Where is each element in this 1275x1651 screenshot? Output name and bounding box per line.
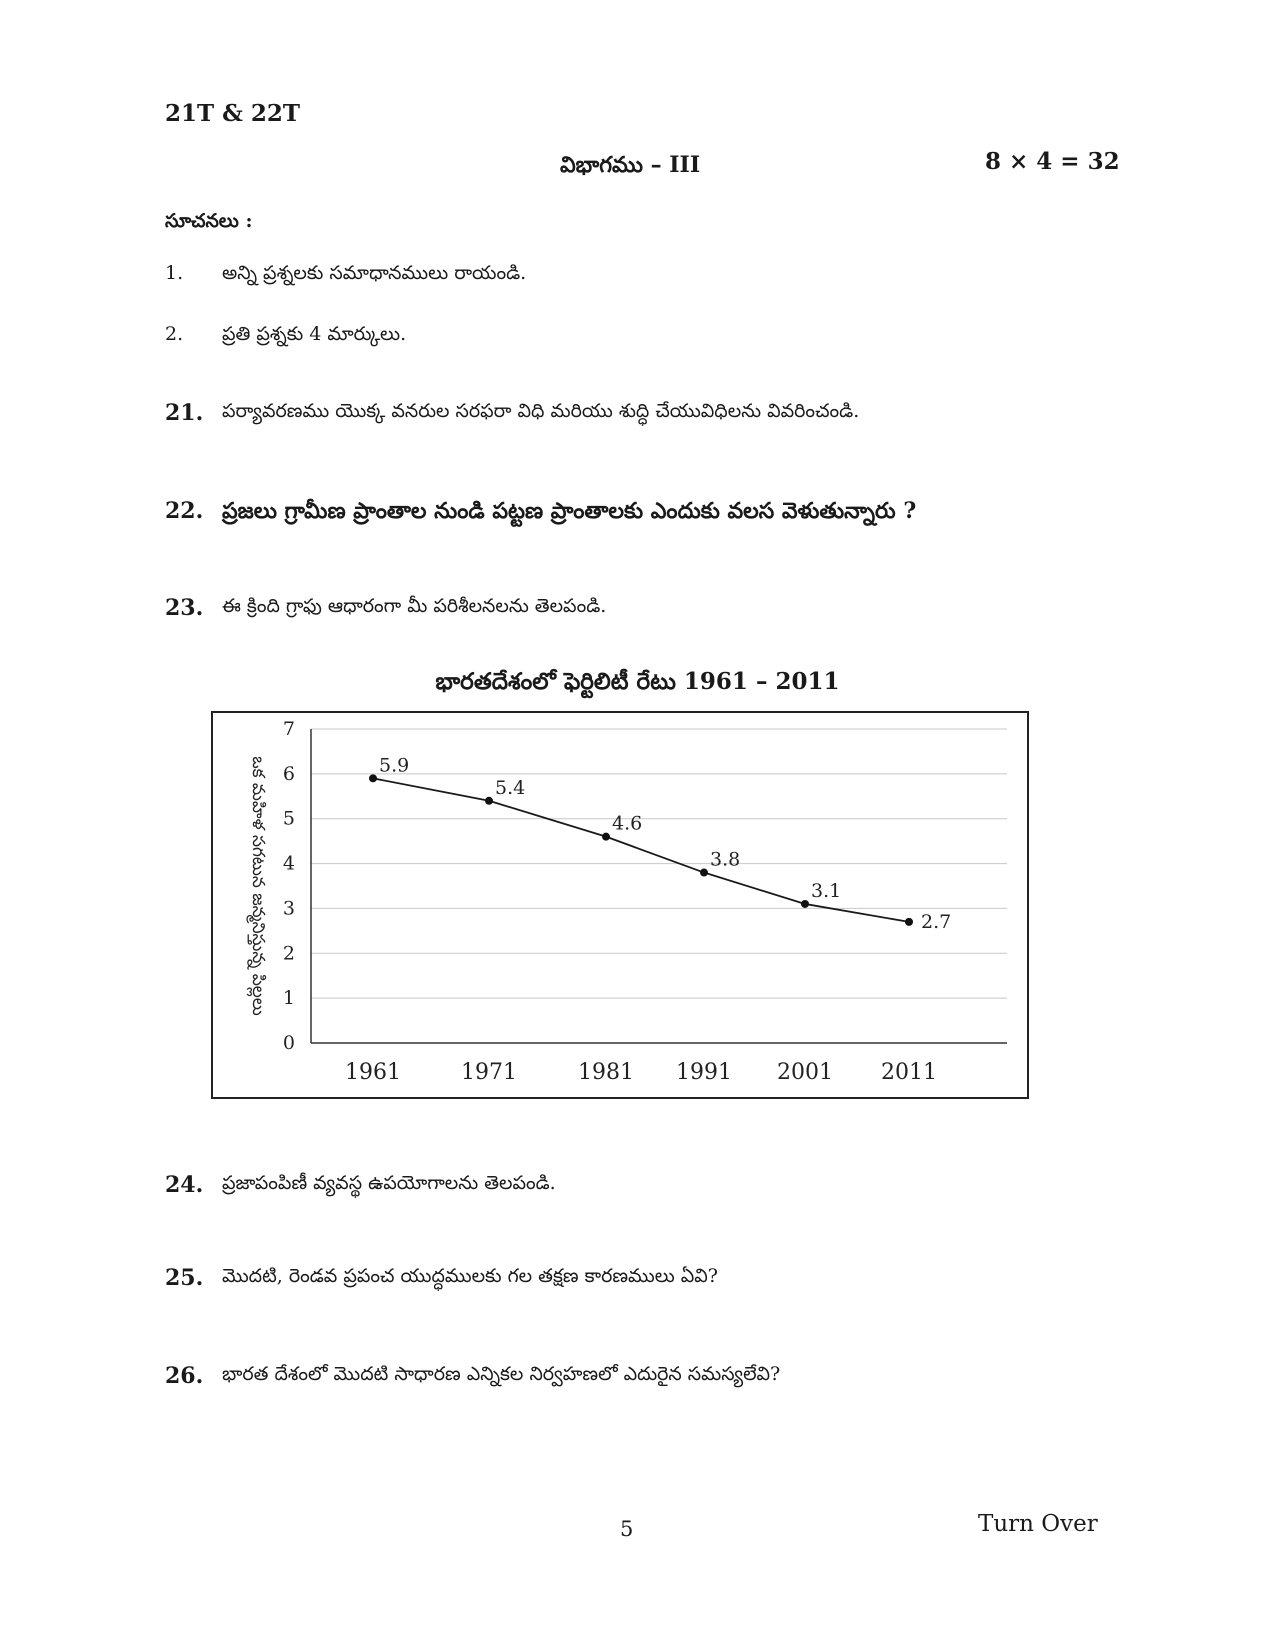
x-tick-1991: 1991 — [676, 1060, 732, 1085]
chart-title: భారతదేశంలో ఫెర్టిలిటీ రేటు 1961 – 2011 — [435, 668, 840, 695]
instruction-number: 2. — [165, 323, 184, 345]
y-tick-7: 7 — [282, 718, 295, 740]
data-point-1981 — [602, 833, 610, 841]
question-number: 25. — [165, 1265, 204, 1291]
y-tick-5: 5 — [282, 807, 295, 830]
data-label-1971: 5.4 — [495, 776, 526, 799]
fertility-rate-chart — [211, 711, 1029, 1099]
chart-frame — [212, 712, 1028, 1098]
question-text: పర్యావరణము యొక్క వనరుల సరఫరా విధి మరియు శుద్ధి చేయువిధిలను వివరించండి. — [222, 400, 860, 422]
data-label-2001: 3.1 — [811, 879, 842, 902]
paper-code: 21T & 22T — [165, 100, 301, 127]
question-text: ప్రజాపంపిణీ వ్యవస్థ ఉపయోగాలను తెలపండి. — [222, 1172, 556, 1194]
data-label-2011: 2.7 — [921, 910, 952, 933]
question-number: 24. — [165, 1172, 204, 1198]
y-tick-3: 3 — [282, 897, 295, 920]
data-label-1981: 4.6 — [612, 812, 643, 835]
instructions-title: సూచనలు : — [165, 210, 253, 232]
question-number: 23. — [165, 595, 204, 621]
x-tick-1971: 1971 — [461, 1060, 517, 1085]
question-number: 21. — [165, 400, 204, 426]
x-tick-2001: 2001 — [777, 1060, 833, 1085]
data-point-1971 — [485, 797, 493, 805]
question-number: 22. — [165, 498, 204, 524]
marks-scheme: 8 × 4 = 32 — [985, 148, 1120, 175]
y-tick-6: 6 — [282, 762, 295, 785]
data-point-2011 — [905, 918, 913, 926]
data-label-1991: 3.8 — [710, 848, 741, 871]
turn-over-note: Turn Over — [978, 1511, 1098, 1537]
x-tick-2011: 2011 — [881, 1060, 937, 1085]
y-axis-label: ఒక మహిళ సగటున జన్మనిస్తున్న పిల్లలు — [248, 756, 268, 1016]
y-tick-0: 0 — [282, 1032, 295, 1054]
page-number: 5 — [620, 1517, 634, 1541]
instruction-text: అన్ని ప్రశ్నలకు సమాధానములు రాయండి. — [222, 262, 527, 284]
section-title: విభాగము – III — [560, 152, 701, 178]
x-tick-1981: 1981 — [578, 1060, 634, 1085]
y-tick-1: 1 — [282, 987, 295, 1010]
y-tick-4: 4 — [282, 852, 295, 875]
question-text: ప్రజలు గ్రామీణ ప్రాంతాల నుండి పట్టణ ప్రాంతాలకు ఎందుకు వలస వెళుతున్నారు ? — [222, 498, 917, 524]
instruction-number: 1. — [165, 262, 184, 284]
instruction-text: ప్రతి ప్రశ్నకు 4 మార్కులు. — [222, 323, 407, 345]
data-point-1991 — [700, 869, 708, 877]
question-text: ఈ క్రింది గ్రాఫు ఆధారంగా మీ పరిశీలనలను తెలపండి. — [222, 595, 607, 617]
question-text: భారత దేశంలో మొదటి సాధారణ ఎన్నికల నిర్వహణలో ఎదురైన సమస్యలేవి? — [222, 1363, 781, 1385]
data-label-1961: 5.9 — [379, 754, 410, 777]
y-tick-2: 2 — [282, 942, 295, 965]
x-tick-1961: 1961 — [345, 1060, 401, 1085]
question-number: 26. — [165, 1363, 204, 1389]
data-point-2001 — [801, 900, 809, 908]
question-text: మొదటి, రెండవ ప్రపంచ యుద్ధములకు గల తక్షణ కారణములు ఏవి? — [222, 1265, 718, 1287]
data-point-1961 — [369, 774, 377, 782]
